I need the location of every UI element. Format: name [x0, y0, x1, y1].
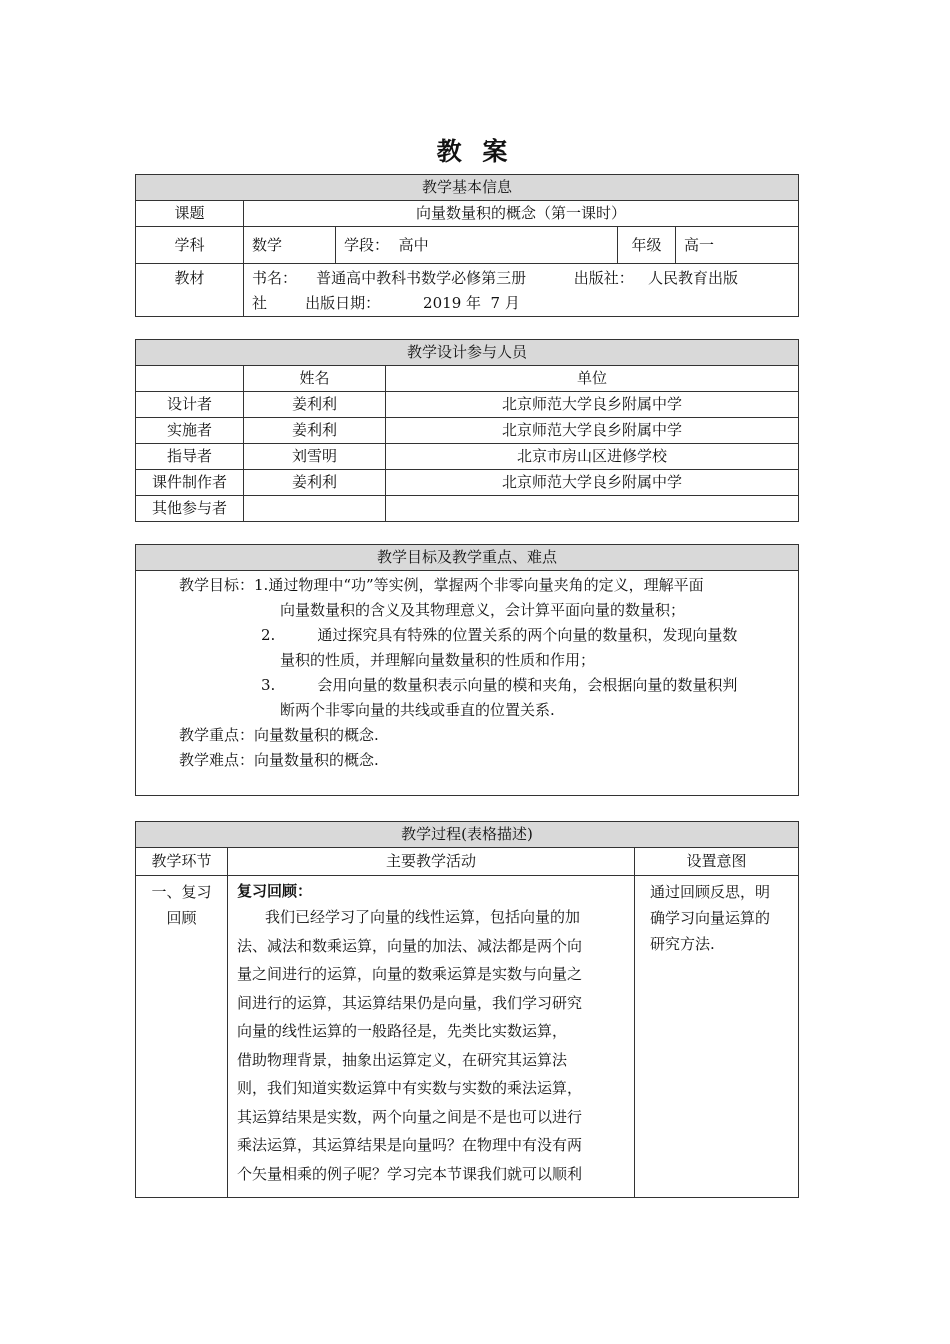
unit-cell: 北京师范大学良乡附属中学	[386, 470, 799, 496]
activity-line: 则，我们知道实数运算中有实数与实数的乘法运算，	[237, 1079, 583, 1097]
col-unit: 单位	[386, 366, 799, 392]
designers-header: 教学设计参与人员	[136, 340, 799, 366]
stage-label: 学段：	[344, 235, 390, 254]
goal2-line1: 通过探究具有特殊的位置关系的两个向量的数量积，发现向量数	[317, 626, 738, 644]
difficulty: 教学难点：向量数量积的概念.	[179, 751, 379, 769]
col-stage: 教学环节	[136, 848, 228, 876]
basic-info-table	[135, 174, 799, 317]
intent-line: 确学习向量运算的	[650, 909, 771, 927]
role-cell: 实施者	[136, 418, 244, 444]
activity-title: 复习回顾：	[237, 882, 313, 900]
goal3-num: 3.	[261, 676, 276, 694]
activity-line: 间进行的运算，其运算结果仍是向量，我们学习研究	[237, 993, 583, 1012]
table-row	[136, 470, 799, 496]
topic-value: 向量数量积的概念（第一课时）	[244, 201, 799, 227]
activity-line: 量之间进行的运算，向量的数乘运算是实数与向量之	[237, 965, 583, 983]
topic-label: 课题	[136, 201, 244, 227]
activity-line: 我们已经学习了向量的线性运算，包括向量的加	[265, 908, 581, 926]
table-row	[136, 392, 799, 418]
stage-value: 高中	[398, 235, 429, 254]
subject-value: 数学	[244, 227, 336, 264]
designers-table	[135, 339, 799, 522]
activity-cell	[228, 876, 635, 1198]
role-cell: 设计者	[136, 392, 244, 418]
textbook-value	[244, 264, 799, 317]
activity-line: 其运算结果是实数，两个向量之间是不是也可以进行	[237, 1107, 583, 1126]
goal2-num: 2.	[261, 626, 276, 644]
grade-label: 年级	[618, 227, 676, 264]
unit-cell: 北京师范大学良乡附属中学	[386, 392, 799, 418]
intent-cell	[635, 876, 799, 1198]
goal1-line1: 1.通过物理中“功”等实例，掌握两个非零向量夹角的定义，理解平面	[254, 576, 704, 594]
activity-line: 乘法运算，其运算结果是向量吗？在物理中有没有两	[237, 1136, 583, 1154]
role-cell: 课件制作者	[136, 470, 244, 496]
intent-line: 通过回顾反思，明	[650, 883, 771, 901]
unit-cell: 北京市房山区进修学校	[386, 444, 799, 470]
goal-1	[179, 573, 790, 598]
table-row	[136, 496, 799, 522]
role-cell: 指导者	[136, 444, 244, 470]
goal-2	[179, 623, 790, 648]
activity-line: 借助物理背景，抽象出运算定义，在研究其运算法	[237, 1050, 568, 1069]
stage-cell	[136, 876, 228, 1198]
basic-info-header: 教学基本信息	[136, 175, 799, 201]
textbook-line2: 社 出版日期： 2019 年 7 月	[252, 294, 520, 312]
goal2-line2: 量积的性质，并理解向量数量积的性质和作用；	[280, 651, 596, 669]
process-table	[135, 821, 799, 1198]
goal3-line1: 会用向量的数量积表示向量的模和夹角，会根据向量的数量积判	[317, 676, 738, 694]
empty-corner	[136, 366, 244, 392]
document-title: 教 案	[436, 137, 514, 166]
key-point: 教学重点：向量数量积的概念.	[179, 726, 379, 744]
activity-line: 个矢量相乘的例子呢？学习完本节课我们就可以顺利	[237, 1164, 583, 1183]
table-row	[136, 418, 799, 444]
goals-body	[136, 571, 799, 796]
name-cell	[244, 496, 386, 522]
stage-cell	[336, 227, 618, 264]
col-name: 姓名	[244, 366, 386, 392]
goal-3	[179, 673, 790, 698]
textbook-line1: 书名： 普通高中教科书数学必修第三册 出版社： 人民教育出版	[252, 269, 739, 287]
table-row	[136, 444, 799, 470]
activity-line: 法、减法和数乘运算，向量的加法、减法都是两个向	[237, 936, 583, 955]
stage1-line1: 一、复习	[151, 883, 212, 901]
name-cell: 姜利利	[244, 392, 386, 418]
unit-cell	[386, 496, 799, 522]
goal1-line2: 向量数量积的含义及其物理意义，会计算平面向量的数量积；	[280, 601, 686, 619]
name-cell: 姜利利	[244, 418, 386, 444]
intent-line: 研究方法.	[650, 935, 715, 953]
role-cell: 其他参与者	[136, 496, 244, 522]
col-intent: 设置意图	[635, 848, 799, 876]
name-cell: 姜利利	[244, 470, 386, 496]
col-activity: 主要教学活动	[228, 848, 635, 876]
goals-table	[135, 544, 799, 796]
subject-label: 学科	[136, 227, 244, 264]
stage1-line2: 回顾	[166, 909, 197, 927]
name-cell: 刘雪明	[244, 444, 386, 470]
activity-line: 向量的线性运算的一般路径是，先类比实数运算，	[237, 1022, 568, 1040]
unit-cell: 北京师范大学良乡附属中学	[386, 418, 799, 444]
goal-label: 教学目标：	[179, 576, 255, 594]
process-header: 教学过程(表格描述)	[136, 822, 799, 848]
textbook-label: 教材	[136, 264, 244, 317]
grade-value: 高一	[676, 227, 799, 264]
goal3-line2: 断两个非零向量的共线或垂直的位置关系.	[280, 701, 555, 719]
goals-header: 教学目标及教学重点、难点	[136, 545, 799, 571]
